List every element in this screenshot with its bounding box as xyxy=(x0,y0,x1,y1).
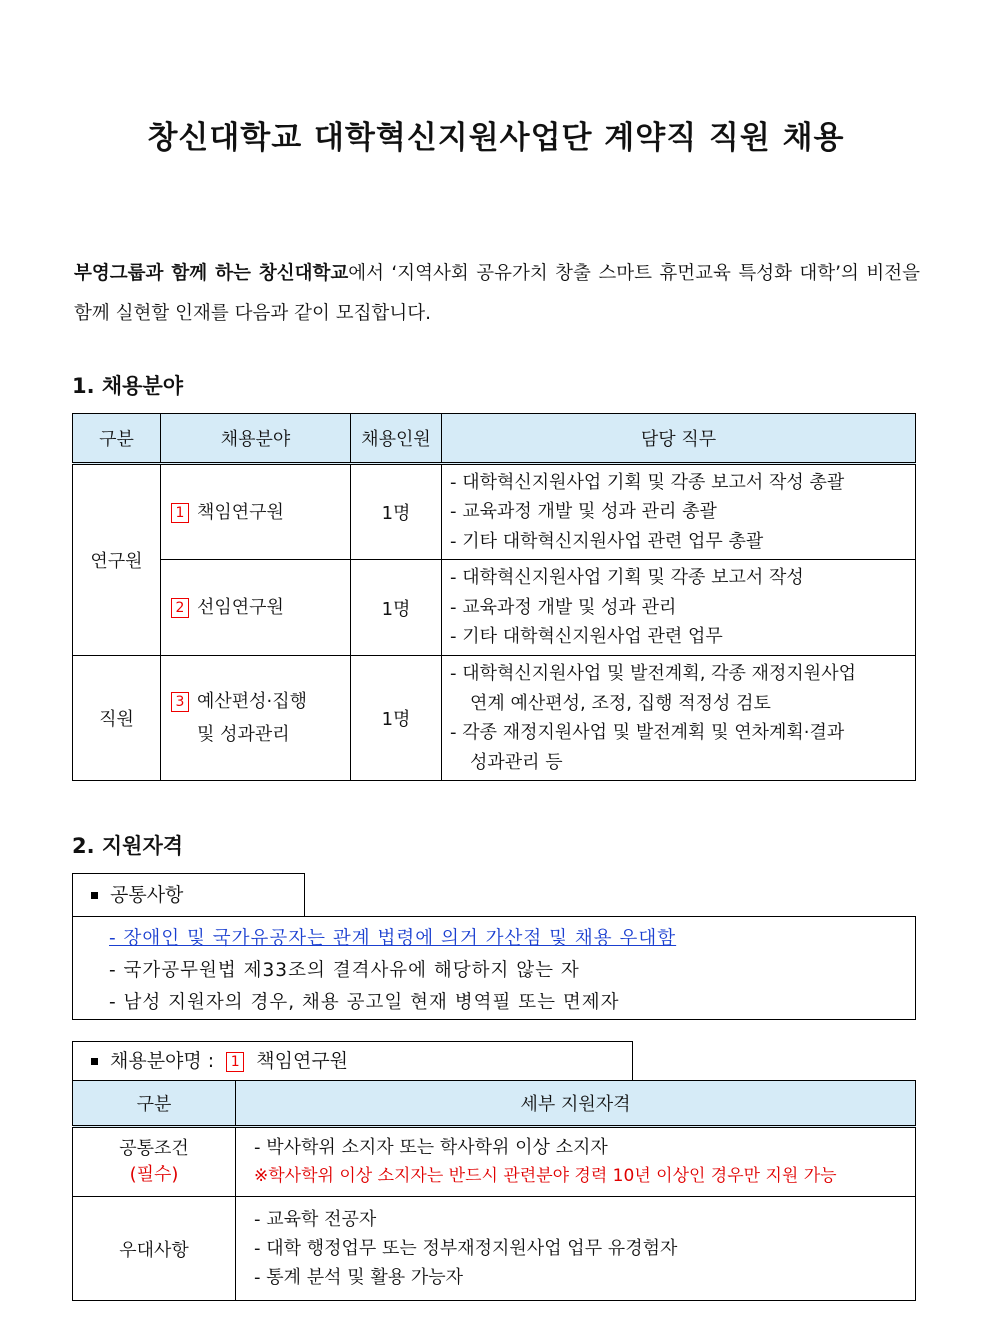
number-badge: 2 xyxy=(171,598,189,618)
row-label: 우대사항 xyxy=(73,1197,236,1301)
requirement-item: - 통계 분석 및 활용 가능자 xyxy=(254,1267,463,1288)
table-row xyxy=(73,656,916,781)
qualification-table xyxy=(72,1080,916,1301)
requirement-item: - 남성 지원자의 경우, 채용 공고일 현재 병역필 또는 면제자 xyxy=(109,992,620,1013)
field-name: 예산편성·집행 xyxy=(197,691,308,712)
section-heading-recruit-field: 1. 채용분야 xyxy=(72,374,184,398)
intro-text: 에서 ‘지역사회 공유가치 창출 스마트 휴먼교육 특성화 대학’의 비전을 함께 실현할 인재를 다음과 같이 모집합니다. xyxy=(74,263,920,324)
duty-item: - 기타 대학혁신지원사업 관련 업무 총괄 xyxy=(450,530,764,552)
requirement-link[interactable]: - 장애인 및 국가유공자는 관계 법령에 의거 가산점 및 채용 우대함 xyxy=(109,928,677,949)
requirement-item: - 국가공무원법 제33조의 결격사유에 해당하지 않는 자 xyxy=(109,960,580,981)
headcount: 1명 xyxy=(351,560,442,656)
field-tab-name: 책임연구원 xyxy=(256,1050,349,1072)
square-bullet-icon xyxy=(91,892,98,899)
duty-cell xyxy=(442,656,916,781)
field-cell xyxy=(161,560,351,656)
group-label: 직원 xyxy=(73,656,161,781)
table-row xyxy=(73,1127,916,1197)
number-badge: 1 xyxy=(226,1052,244,1072)
field-cell xyxy=(161,464,351,560)
number-badge: 1 xyxy=(171,503,189,523)
duty-item: 연계 예산편성, 조정, 집행 적정성 검토 xyxy=(470,692,771,714)
requirement-item: - 박사학위 소지자 또는 학사학위 이상 소지자 xyxy=(254,1137,608,1158)
duty-item: - 교육과정 개발 및 성과 관리 xyxy=(450,596,677,618)
table-row xyxy=(73,1197,916,1301)
requirement-cell xyxy=(236,1127,916,1197)
common-tab xyxy=(72,873,305,917)
field-name: 및 성과관리 xyxy=(197,724,290,745)
recruit-field-table xyxy=(72,413,916,781)
table-header-row xyxy=(73,414,916,464)
col-header: 세부 지원자격 xyxy=(236,1081,916,1127)
requirement-cell xyxy=(236,1197,916,1301)
intro-paragraph xyxy=(74,254,920,334)
field-name: 책임연구원 xyxy=(197,501,284,523)
square-bullet-icon xyxy=(91,1058,98,1065)
col-header: 구분 xyxy=(73,414,161,464)
table-header-row xyxy=(73,1081,916,1127)
field-tab xyxy=(72,1041,633,1081)
duty-cell xyxy=(442,464,916,560)
field-tab-label: 채용분야명 : xyxy=(110,1050,215,1072)
requirement-note: ※학사학위 이상 소지자는 반드시 관련분야 경력 10년 이상인 경우만 지원 가능 xyxy=(254,1166,837,1186)
duty-cell xyxy=(442,560,916,656)
col-header: 구분 xyxy=(73,1081,236,1127)
row-sublabel: (필수) xyxy=(129,1164,179,1185)
field-cell xyxy=(161,656,351,781)
duty-item: - 교육과정 개발 및 성과 관리 총괄 xyxy=(450,501,717,523)
common-tab-label: 공통사항 xyxy=(110,884,184,906)
row-label xyxy=(73,1127,236,1197)
common-requirements-box xyxy=(72,916,916,1020)
section-heading-qualification: 2. 지원자격 xyxy=(72,834,184,858)
headcount: 1명 xyxy=(351,464,442,560)
headcount: 1명 xyxy=(351,656,442,781)
duty-item: 성과관리 등 xyxy=(470,751,563,773)
row-label-text: 공통조건 xyxy=(119,1138,189,1159)
intro-bold: 부영그룹과 함께 하는 창신대학교 xyxy=(74,263,349,284)
requirement-item: - 대학 행정업무 또는 정부재정지원사업 업무 유경험자 xyxy=(254,1238,678,1259)
page-title: 창신대학교 대학혁신지원사업단 계약직 직원 채용 xyxy=(147,120,845,156)
group-label: 연구원 xyxy=(73,464,161,656)
col-header: 채용분야 xyxy=(161,414,351,464)
duty-item: - 대학혁신지원사업 및 발전계획, 각종 재정지원사업 xyxy=(450,663,856,684)
col-header: 담당 직무 xyxy=(442,414,916,464)
col-header: 채용인원 xyxy=(351,414,442,464)
duty-item: - 각종 재정지원사업 및 발전계획 및 연차계획·결과 xyxy=(450,722,845,743)
requirement-item: - 교육학 전공자 xyxy=(254,1209,377,1230)
field-name: 선임연구원 xyxy=(197,597,284,618)
number-badge: 3 xyxy=(171,692,189,712)
duty-item: - 대학혁신지원사업 기획 및 각종 보고서 작성 총괄 xyxy=(450,471,845,493)
duty-item: - 기타 대학혁신지원사업 관련 업무 xyxy=(450,626,723,648)
table-row xyxy=(73,560,916,656)
duty-item: - 대학혁신지원사업 기획 및 각종 보고서 작성 xyxy=(450,567,804,589)
table-row xyxy=(73,464,916,560)
